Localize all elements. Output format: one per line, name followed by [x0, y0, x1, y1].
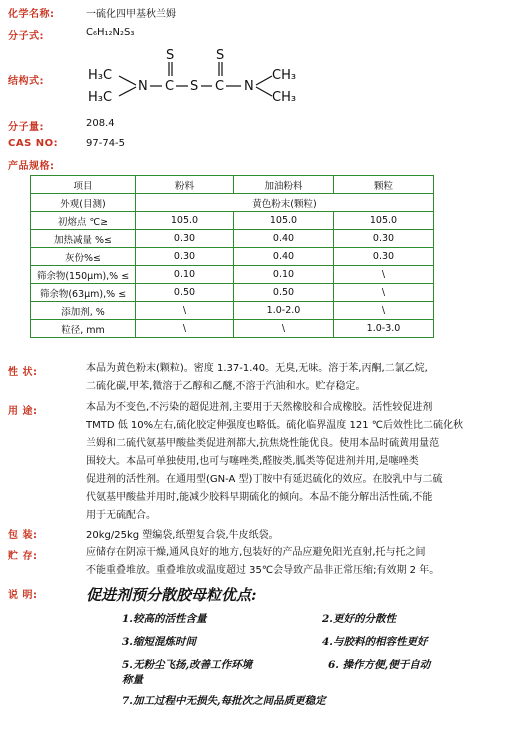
cell: 0.50 [234, 284, 334, 302]
row-label: 外观(目测) [31, 194, 136, 212]
properties-label: 性 状: [8, 367, 38, 378]
advantage-item: 3.缩短混炼时间 [122, 636, 196, 648]
table-row [31, 248, 434, 266]
chem-name-value: 一硫化四甲基秋兰姆 [86, 9, 176, 20]
advantage-item: 6. 操作方便,便于自动 [328, 659, 431, 671]
formula-value: C₆H₁₂N₂S₃ [86, 27, 135, 38]
cell: \ [334, 302, 434, 320]
row-label: 筛余物(63μm),% ≤ [31, 284, 136, 302]
storage-line: 不能重叠堆放。重叠堆放或温度超过 35℃会导致产品非正常压缩;有效期 2 年。 [86, 565, 440, 576]
ch3-bottom: CH₃ [272, 90, 297, 105]
spec-table [30, 175, 434, 338]
cas-label: CAS NO: [8, 138, 59, 149]
packaging-value: 20kg/25kg 塑编袋,纸塑复合袋,牛皮纸袋。 [86, 530, 279, 541]
header-item: 项目 [31, 176, 136, 194]
structure-diagram [86, 40, 346, 112]
row-label: 添加剂, % [31, 302, 136, 320]
table-row [31, 194, 434, 212]
cell: 0.30 [334, 248, 434, 266]
advantage-item: 4.与胶料的相容性更好 [322, 636, 428, 648]
n-right: N [244, 79, 254, 94]
cell: 105.0 [234, 212, 334, 230]
notes-label: 说 明: [8, 590, 38, 601]
usage-text [86, 399, 463, 525]
spec-title: 产品规格: [8, 161, 55, 172]
advantage-item: 5.无粉尘飞扬,改善工作环境 [122, 659, 253, 671]
row-label: 灰份%≤ [31, 248, 136, 266]
advantage-item: 1.较高的活性含量 [122, 613, 207, 625]
cell: 0.30 [334, 230, 434, 248]
usage-line: 兰姆和二硫代氨基甲酸盐类促进剂都大,抗焦烧性能优良。使用本品时硫黄用量范 [86, 438, 440, 449]
ch3-top: CH₃ [272, 68, 297, 83]
table-row [31, 230, 434, 248]
usage-line: 促进剂的活性剂。在通用型(GN-A 型)丁胺中有延迟硫化的效应。在胶乳中与二硫 [86, 474, 443, 485]
cell: 1.0-2.0 [234, 302, 334, 320]
usage-line: 本品为不变色,不污染的超促进剂,主要用于天然橡胶和合成橡胶。活性较促进剂 [86, 402, 433, 413]
cas-value: 97-74-5 [86, 138, 126, 149]
advantage-item: 称量 [122, 674, 143, 686]
advantages-title: 促进剂预分散胶母粒优点: [86, 586, 257, 604]
properties-line: 本品为黄色粉末(颗粒)。密度 1.37-1.40。无臭,无味。溶于苯,丙酮,二氯乙烷, [86, 363, 428, 374]
h3c-top: H₃C [88, 68, 113, 83]
cell: 0.30 [136, 248, 234, 266]
s-right-thione: S [216, 48, 225, 63]
storage-label: 贮 存: [8, 551, 38, 562]
header-granule: 颗粒 [334, 176, 434, 194]
usage-line: 代氨基甲酸盐并用时,能减少胶料早期硫化的倾向。本品不能分解出活性硫,不能 [86, 492, 433, 503]
table-row [31, 284, 434, 302]
usage-line: TMTD 低 10%左右,硫化胶定伸强度也略低。硫化临界温度 121 ℃后效性比二硫化秋 [86, 420, 463, 431]
properties-text [86, 360, 428, 396]
cell: \ [334, 284, 434, 302]
table-row [31, 320, 434, 338]
row-label: 初熔点 ℃≥ [31, 212, 136, 230]
cell: 0.50 [136, 284, 234, 302]
storage-line: 应储存在阴凉干燥,通风良好的地方,包装好的产品应避免阳光直射,托与托之间 [86, 547, 426, 558]
formula-label: 分子式: [8, 31, 44, 42]
header-powder: 粉料 [136, 176, 234, 194]
header-oiled-powder: 加油粉料 [234, 176, 334, 194]
appearance-value: 黄色粉末(颗粒) [136, 194, 434, 212]
cell: 0.10 [136, 266, 234, 284]
c-right: C [215, 79, 225, 94]
properties-line: 二硫化碳,甲苯,微溶于乙醇和乙醚,不溶于汽油和水。贮存稳定。 [86, 381, 366, 392]
structure-label: 结构式: [8, 76, 44, 87]
row-label: 加热减量 %≤ [31, 230, 136, 248]
cell: 0.40 [234, 230, 334, 248]
chem-name-label: 化学名称: [8, 9, 55, 20]
s-bridge: S [190, 79, 199, 94]
cell: 1.0-3.0 [334, 320, 434, 338]
row-label: 筛余物(150μm),% ≤ [31, 266, 136, 284]
advantage-item: 7.加工过程中无损失,每批次之间品质更稳定 [122, 695, 326, 707]
storage-text [86, 544, 439, 580]
cell: \ [334, 266, 434, 284]
cell: \ [234, 320, 334, 338]
usage-line: 用于无硫配合。 [86, 510, 156, 521]
table-header-row [31, 176, 434, 194]
cell: \ [136, 320, 234, 338]
table-row [31, 302, 434, 320]
mol-weight-label: 分子量: [8, 122, 44, 133]
cell: 105.0 [136, 212, 234, 230]
s-left-thione: S [166, 48, 175, 63]
advantage-item: 2.更好的分散性 [322, 613, 396, 625]
usage-label: 用 途: [8, 406, 38, 417]
cell: 0.40 [234, 248, 334, 266]
h3c-bottom: H₃C [88, 90, 113, 105]
table-row [31, 212, 434, 230]
packaging-label: 包 装: [8, 530, 38, 541]
cell: \ [136, 302, 234, 320]
row-label: 粒径, mm [31, 320, 136, 338]
usage-line: 围较大。本品可单独使用,也可与噻唑类,醛胺类,胍类等促进剂并用,是噻唑类 [86, 456, 419, 467]
cell: 0.30 [136, 230, 234, 248]
c-left: C [165, 79, 175, 94]
cell: 105.0 [334, 212, 434, 230]
mol-weight-value: 208.4 [86, 118, 115, 129]
table-row [31, 266, 434, 284]
n-left: N [138, 79, 148, 94]
cell: 0.10 [234, 266, 334, 284]
